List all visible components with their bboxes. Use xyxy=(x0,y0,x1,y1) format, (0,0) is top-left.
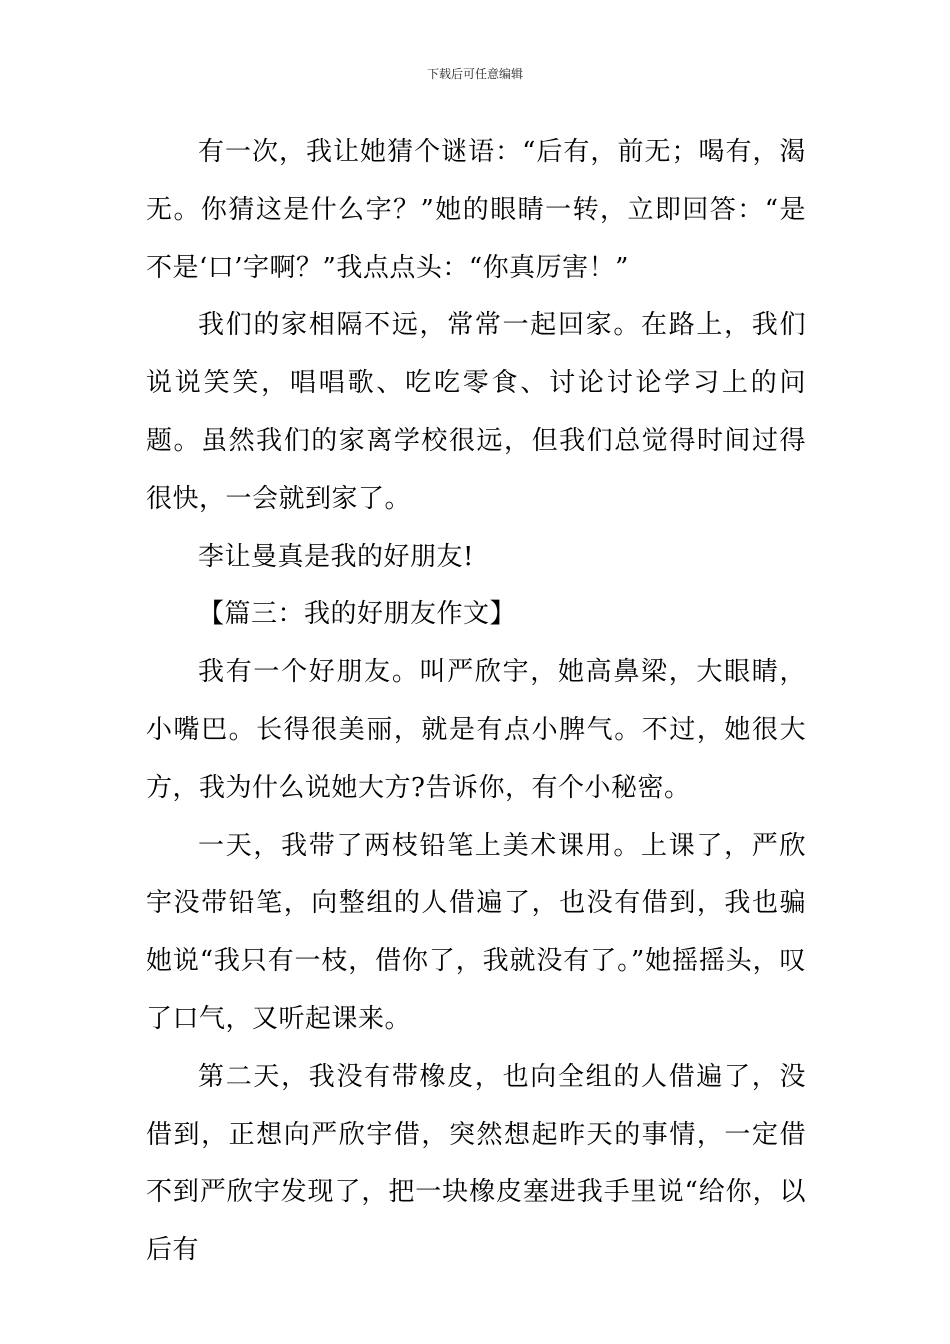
paragraph-pencils: 一天，我带了两枝铅笔上美术课用。上课了，严欣宇没带铅笔，向整组的人借遍了，也没有借到，我也骗她说“我只有一枝，借你了，我就没有了。”她摇摇头，叹了口气，又听起课来。 xyxy=(146,830,806,1034)
page-header: 下载后可任意编辑 xyxy=(426,67,523,81)
paragraph-walking-home: 我们的家相隔不远，常常一起回家。在路上，我们说说笑笑，唱唱歌、吃吃零食、讨论讨论学习上的问题。虽然我们的家离学校很远，但我们总觉得时间过得很快，一会就到家了。 xyxy=(146,310,806,514)
section-heading: 【篇三：我的好朋友作文】 xyxy=(198,599,517,630)
paragraph-riddle: 有一次，我让她猜个谜语：“后有，前无；喝有，渴无。你猜这是什么字？”她的眼睛一转，立即回答：“是不是‘口’字啊？”我点点头：“你真厉害！” xyxy=(146,137,806,283)
document-body xyxy=(146,124,806,1280)
paragraph-friend-intro: 我有一个好朋友。叫严欣宇，她高鼻梁，大眼睛，小嘴巴。长得很美丽，就是有点小脾气。不过，她很大方，我为什么说她大方?告诉你，有个小秘密。 xyxy=(146,657,806,803)
paragraph-good-friend: 李让曼真是我的好朋友! xyxy=(198,541,474,572)
paragraph-eraser: 第二天，我没有带橡皮，也向全组的人借遍了，没借到，正想向严欣宇借，突然想起昨天的事情，一定借不到严欣宇发现了，把一块橡皮塞进我手里说“给你，以后有 xyxy=(146,1061,806,1266)
